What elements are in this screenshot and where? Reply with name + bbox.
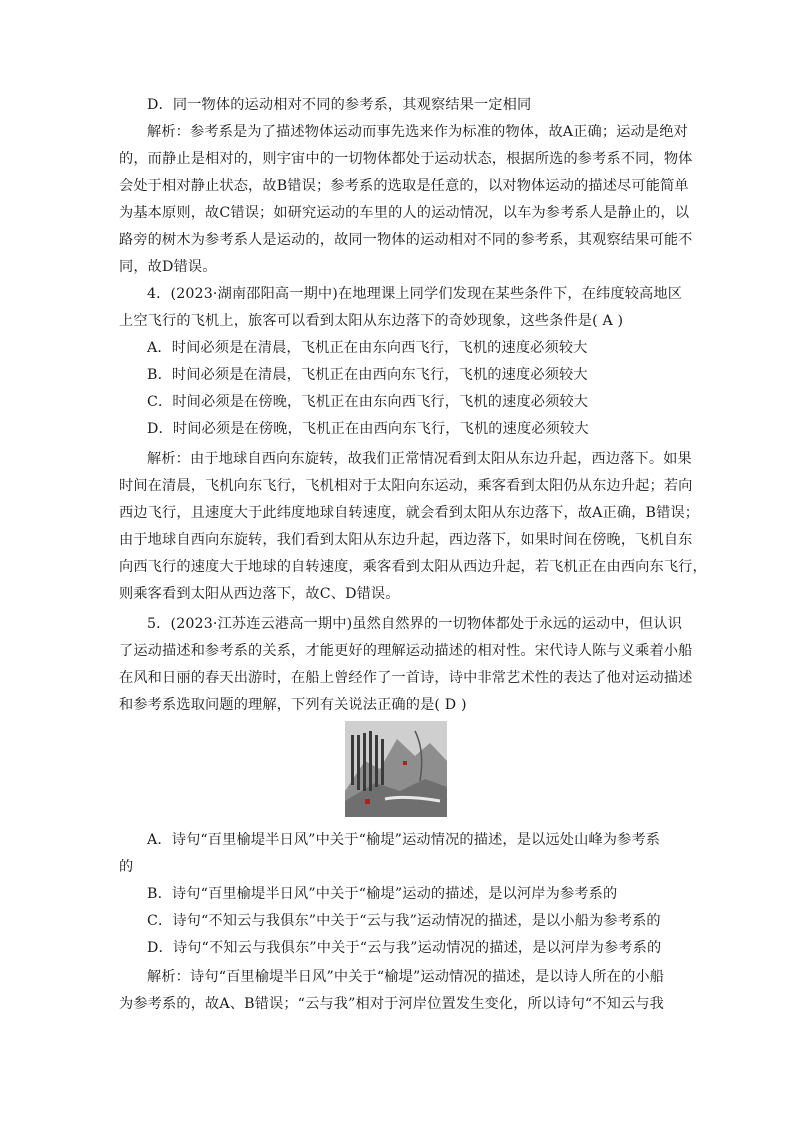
option-b-q4: B．时间必须是在清晨，飞机正在由西向东飞行，飞机的速度必须较大 <box>147 367 588 383</box>
analysis-q4-line: 西边飞行，且速度大于此纬度地球自转速度，就会看到太阳从东边落下，故A正确，B错误； <box>119 505 700 521</box>
option-d-q3: D．同一物体的运动相对不同的参考系，其观察结果一定相同 <box>147 97 532 113</box>
analysis-q3-line: 同，故D错误。 <box>119 259 217 275</box>
analysis-q4-line: 则乘客看到太阳从西边落下，故C、D错误。 <box>119 586 400 602</box>
analysis-q4-line: 时间在清晨，飞机向东飞行，飞机相对于太阳向东运动，乘客看到太阳仍从东边升起；若向 <box>119 478 693 494</box>
option-d-q4: D．时间必须是在傍晚，飞机正在由西向东飞行，飞机的速度必须较大 <box>147 421 589 437</box>
analysis-q5-line: 为参考系的，故A、B错误；“云与我”相对于河岸位置发生变化，所以诗句“不知云与我 <box>119 996 664 1012</box>
analysis-q5-line: 解析：诗句“百里榆堤半日风”中关于“榆堤”运动情况的描述，是以诗人所在的小船 <box>147 969 665 985</box>
landscape-painting-icon <box>345 721 447 817</box>
question-5-stem: 在风和日丽的春天出游时，在船上曾经作了一首诗，诗中非常艺术性的表达了他对运动描述 <box>119 670 693 686</box>
option-d-q5: D．诗句“不知云与我俱东”中关于“云与我”运动情况的描述，是以河岸为参考系的 <box>147 940 662 956</box>
question-5-stem: 5．(2023·江苏连云港高一期中)虽然自然界的一切物体都处于永远的运动中，但认识 <box>147 616 683 632</box>
question-5-stem: 了运动描述和参考系的关系，才能更好的理解运动描述的相对性。宋代诗人陈与义乘着小船 <box>119 643 693 659</box>
analysis-q3-line: 为基本原则，故C错误；如研究运动的车里的人的运动情况，以车为参考系人是静止的，以 <box>119 205 690 221</box>
analysis-q4-line: 解析：由于地球自西向东旋转，故我们正常情况看到太阳从东边升起，西边落下。如果 <box>147 451 692 467</box>
option-a-q5: A．诗句“百里榆堤半日风”中关于“榆堤”运动情况的描述，是以远处山峰为参考系 <box>147 832 661 848</box>
option-c-q4: C．时间必须是在傍晚，飞机正在由东向西飞行，飞机的速度必须较大 <box>147 394 589 410</box>
analysis-q3-line: 会处于相对静止状态，故B错误；参考系的选取是任意的，以对物体运动的描述尽可能简单 <box>119 178 689 194</box>
option-a-q4: A．时间必须是在清晨，飞机正在由东向西飞行，飞机的速度必须较大 <box>147 340 588 356</box>
question-4-stem: 上空飞行的飞机上，旅客可以看到太阳从东边落下的奇妙现象，这些条件是( A ) <box>119 313 624 329</box>
analysis-q4-line: 向西飞行的速度大于地球的自转速度，乘客看到太阳从西边升起，若飞机正在由西向东飞行， <box>119 559 707 575</box>
option-a-q5-cont: 的 <box>119 859 134 875</box>
option-c-q5: C．诗句“不知云与我俱东”中关于“云与我”运动情况的描述，是以小船为参考系的 <box>147 913 661 929</box>
analysis-q3-line: 解析：参考系是为了描述物体运动而事先选来作为标准的物体，故A正确；运动是绝对 <box>147 124 688 140</box>
question-5-stem: 和参考系选取问题的理解，下列有关说法正确的是( D ) <box>119 697 467 713</box>
question-4-stem: 4．(2023·湖南邵阳高一期中)在地理课上同学们发现在某些条件下，在纬度较高地区 <box>147 286 683 302</box>
analysis-q4-line: 由于地球自西向东旋转，我们看到太阳从东边升起，西边落下，如果时间在傍晚，飞机自东 <box>119 532 693 548</box>
option-b-q5: B．诗句“百里榆堤半日风”中关于“榆堤”运动的描述，是以河岸为参考系的 <box>147 886 618 902</box>
analysis-q3-line: 路旁的树木为参考系人是运动的，故同一物体的运动相对不同的参考系，其观察结果可能不 <box>119 232 693 248</box>
analysis-q3-line: 的，而静止是相对的，则宇宙中的一切物体都处于运动状态，根据所选的参考系不同，物体 <box>119 151 693 167</box>
